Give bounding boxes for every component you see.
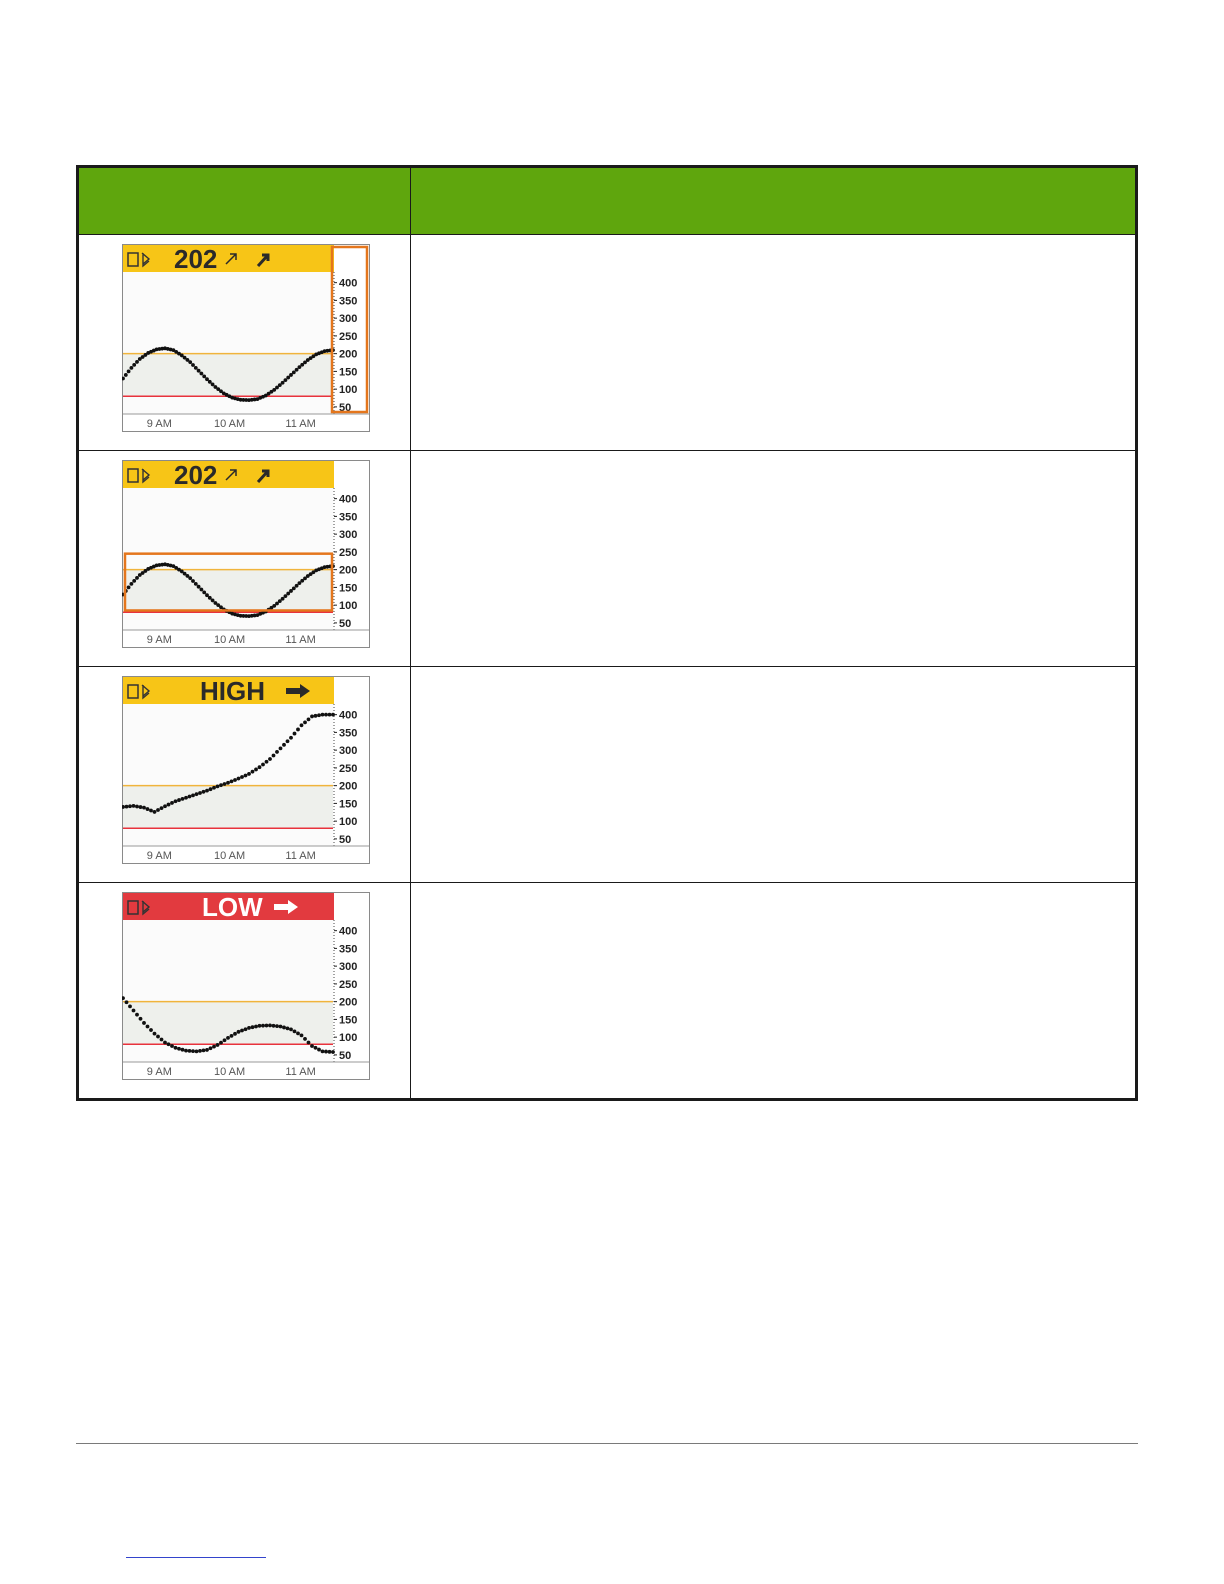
- glucose-point: [202, 790, 206, 794]
- y-tick-label: 100: [339, 816, 358, 829]
- y-tick-label: 300: [339, 313, 358, 326]
- glucose-point: [146, 1025, 150, 1029]
- glucose-point: [328, 713, 332, 717]
- glucose-point: [202, 1049, 206, 1053]
- glucose-point: [194, 582, 198, 586]
- glucose-point: [226, 781, 230, 785]
- y-tick-label: 350: [339, 727, 358, 740]
- glucose-point: [237, 777, 241, 781]
- glucose-point: [289, 373, 293, 377]
- glucose-point: [281, 597, 285, 601]
- glucose-point: [188, 360, 192, 364]
- y-tick-label: 100: [339, 384, 358, 397]
- band-reading: 202: [174, 460, 218, 490]
- glucose-point: [307, 717, 311, 721]
- glucose-point: [132, 1009, 136, 1013]
- table-header-row: [78, 167, 1137, 235]
- glucose-point: [188, 795, 192, 799]
- glucose-point: [247, 772, 251, 776]
- y-tick-label: 200: [339, 996, 358, 1009]
- glucose-point: [216, 1043, 220, 1047]
- y-tick-label: 50: [339, 401, 352, 414]
- glucose-point: [286, 592, 290, 596]
- receiver-screen: [122, 460, 370, 648]
- reference-table: [76, 165, 1138, 1101]
- table-row: [78, 451, 1137, 667]
- glucose-point: [251, 1025, 255, 1029]
- glucose-point: [300, 723, 304, 727]
- glucose-point: [163, 804, 167, 808]
- glucose-point: [200, 588, 204, 592]
- glucose-point: [127, 370, 131, 374]
- x-tick-label: 11 AM: [285, 418, 316, 430]
- glucose-point: [167, 803, 171, 807]
- high-zone: [123, 272, 333, 354]
- glucose-point: [281, 381, 285, 385]
- glucose-point: [167, 1042, 171, 1046]
- glucose-point: [135, 805, 139, 809]
- glucose-point: [200, 372, 204, 376]
- glucose-point: [293, 732, 297, 736]
- status-band: [123, 461, 334, 488]
- description-cell: [411, 235, 1137, 451]
- glucose-point: [205, 1048, 209, 1052]
- glucose-point: [254, 1025, 258, 1029]
- y-tick-label: 350: [339, 943, 358, 956]
- glucose-point: [128, 1004, 132, 1008]
- glucose-point: [205, 789, 209, 793]
- glucose-point: [279, 746, 283, 750]
- glucose-point: [181, 797, 185, 801]
- y-tick-label: 250: [339, 762, 358, 775]
- screen-cell: [78, 883, 411, 1100]
- glucose-point: [251, 770, 255, 774]
- high-zone: [123, 920, 333, 1002]
- glucose-point: [170, 801, 174, 805]
- glucose-point: [135, 1013, 139, 1017]
- x-tick-label: 10 AM: [214, 850, 246, 862]
- glucose-point: [209, 1046, 213, 1050]
- glucose-point: [149, 809, 153, 813]
- x-tick-label: 9 AM: [146, 1066, 172, 1078]
- y-tick-label: 400: [339, 493, 358, 506]
- glucose-point: [198, 791, 202, 795]
- glucose-point: [208, 596, 212, 600]
- glucose-point: [208, 380, 212, 384]
- table-row: [78, 235, 1137, 451]
- low-zone: [123, 1044, 333, 1062]
- glucose-point: [177, 1047, 181, 1051]
- glucose-point: [139, 1017, 143, 1021]
- description-cell: [411, 667, 1137, 883]
- glucose-point: [286, 376, 290, 380]
- y-tick-label: 250: [339, 546, 358, 559]
- glucose-point: [223, 782, 227, 786]
- high-zone: [123, 488, 333, 570]
- in-range-zone: [123, 570, 333, 613]
- x-tick-label: 11 AM: [285, 850, 316, 862]
- glucose-point: [191, 579, 195, 583]
- glucose-point: [197, 369, 201, 373]
- header-cell-screen: [78, 167, 411, 235]
- glucose-point: [212, 1045, 216, 1049]
- glucose-point: [286, 1026, 290, 1030]
- glucose-point: [130, 582, 134, 586]
- x-tick-label: 11 AM: [285, 634, 316, 646]
- y-tick-label: 50: [339, 617, 352, 630]
- glucose-point: [191, 1049, 195, 1053]
- glucose-point: [317, 713, 321, 717]
- glucose-point: [142, 806, 146, 810]
- glucose-point: [195, 1049, 199, 1053]
- footer-divider: [76, 1443, 1138, 1444]
- glucose-point: [127, 586, 131, 590]
- y-tick-label: 350: [339, 295, 358, 308]
- glucose-point: [244, 1027, 248, 1031]
- glucose-point: [314, 1046, 318, 1050]
- glucose-point: [295, 584, 299, 588]
- x-tick-label: 9 AM: [146, 418, 172, 430]
- glucose-point: [160, 1038, 164, 1042]
- description-cell: [411, 451, 1137, 667]
- status-band: [123, 245, 334, 272]
- band-reading: 202: [174, 244, 218, 274]
- band-reading: HIGH: [200, 676, 265, 706]
- low-zone: [123, 396, 333, 414]
- glucose-point: [128, 804, 132, 808]
- glucose-point: [211, 383, 215, 387]
- glucose-point: [132, 804, 136, 808]
- glucose-point: [211, 599, 215, 603]
- glucose-point: [310, 715, 314, 719]
- glucose-point: [303, 1037, 307, 1041]
- glucose-point: [153, 1032, 157, 1036]
- glucose-point: [265, 760, 269, 764]
- glucose-point: [156, 808, 160, 812]
- x-tick-label: 10 AM: [214, 418, 246, 430]
- receiver-screen: [122, 244, 370, 432]
- glucose-point: [303, 720, 307, 724]
- glucose-point: [284, 594, 288, 598]
- glucose-point: [130, 366, 134, 370]
- glucose-point: [156, 1035, 160, 1039]
- y-tick-label: 350: [339, 511, 358, 524]
- glucose-point: [202, 374, 206, 378]
- glucose-point: [191, 363, 195, 367]
- glucose-point: [124, 373, 128, 377]
- glucose-point: [233, 1032, 237, 1036]
- y-tick-label: 100: [339, 600, 358, 613]
- y-tick-label: 150: [339, 366, 358, 379]
- in-range-zone: [123, 786, 333, 829]
- y-tick-label: 50: [339, 833, 352, 846]
- in-range-zone: [123, 354, 333, 397]
- glucose-point: [216, 784, 220, 788]
- glucose-point: [212, 786, 216, 790]
- glucose-point: [284, 378, 288, 382]
- x-tick-label: 10 AM: [214, 1066, 246, 1078]
- high-zone: [123, 704, 333, 786]
- glucose-point: [282, 743, 286, 747]
- y-tick-label: 200: [339, 564, 358, 577]
- glucose-point: [324, 1050, 328, 1054]
- glucose-point: [282, 1026, 286, 1030]
- y-tick-label: 400: [339, 709, 358, 722]
- footer-link-underline[interactable]: [126, 1557, 266, 1558]
- glucose-point: [191, 793, 195, 797]
- glucose-point: [149, 1028, 153, 1032]
- screen-cell: [78, 235, 411, 451]
- glucose-point: [240, 775, 244, 779]
- glucose-point: [314, 714, 318, 718]
- glucose-point: [226, 1036, 230, 1040]
- glucose-point: [135, 360, 139, 364]
- glucose-point: [296, 728, 300, 732]
- y-tick-label: 150: [339, 582, 358, 595]
- glucose-point: [261, 763, 265, 767]
- low-zone: [123, 828, 333, 846]
- glucose-point: [289, 589, 293, 593]
- glucose-point: [240, 1029, 244, 1033]
- glucose-point: [300, 1033, 304, 1037]
- glucose-point: [188, 576, 192, 580]
- glucose-point: [272, 754, 276, 758]
- glucose-point: [174, 1046, 178, 1050]
- glucose-point: [286, 739, 290, 743]
- glucose-point: [317, 1048, 321, 1052]
- glucose-point: [160, 806, 164, 810]
- glucose-point: [310, 1044, 314, 1048]
- y-tick-label: 100: [339, 1032, 358, 1045]
- glucose-point: [198, 1049, 202, 1053]
- receiver-screen: [122, 676, 370, 864]
- glucose-point: [184, 1049, 188, 1053]
- glucose-point: [195, 792, 199, 796]
- glucose-point: [307, 1041, 311, 1045]
- glucose-point: [289, 1027, 293, 1031]
- x-tick-label: 10 AM: [214, 634, 246, 646]
- y-tick-label: 150: [339, 798, 358, 811]
- y-tick-label: 250: [339, 330, 358, 343]
- glucose-point: [244, 774, 248, 778]
- glucose-point: [197, 585, 201, 589]
- x-tick-label: 9 AM: [146, 634, 172, 646]
- y-tick-label: 300: [339, 745, 358, 758]
- glucose-point: [230, 779, 234, 783]
- header-cell-description: [411, 167, 1137, 235]
- y-tick-label: 400: [339, 277, 358, 290]
- glucose-point: [331, 1050, 335, 1054]
- glucose-point: [139, 805, 143, 809]
- glucose-point: [293, 1029, 297, 1033]
- glucose-point: [202, 590, 206, 594]
- glucose-point: [265, 1024, 269, 1028]
- glucose-point: [146, 807, 150, 811]
- y-tick-label: 200: [339, 780, 358, 793]
- glucose-point: [205, 377, 209, 381]
- x-tick-label: 11 AM: [285, 1066, 316, 1078]
- glucose-point: [279, 1025, 283, 1029]
- glucose-point: [132, 579, 136, 583]
- y-tick-label: 200: [339, 348, 358, 361]
- screen-cell: [78, 667, 411, 883]
- glucose-point: [295, 368, 299, 372]
- y-tick-label: 400: [339, 925, 358, 938]
- glucose-point: [125, 1000, 129, 1004]
- glucose-point: [237, 1030, 241, 1034]
- glucose-point: [132, 363, 136, 367]
- glucose-point: [219, 783, 223, 787]
- glucose-point: [268, 757, 272, 761]
- band-reading: LOW: [202, 892, 263, 922]
- glucose-point: [292, 370, 296, 374]
- table-row: [78, 667, 1137, 883]
- glucose-point: [254, 768, 258, 772]
- glucose-point: [194, 366, 198, 370]
- glucose-point: [174, 799, 178, 803]
- glucose-point: [219, 1041, 223, 1045]
- table-row: [78, 883, 1137, 1100]
- glucose-point: [321, 713, 325, 717]
- glucose-point: [296, 1031, 300, 1035]
- glucose-point: [331, 713, 335, 717]
- receiver-screen: [122, 892, 370, 1080]
- y-tick-label: 150: [339, 1014, 358, 1027]
- glucose-point: [292, 586, 296, 590]
- glucose-point: [125, 805, 129, 809]
- glucose-point: [268, 1024, 272, 1028]
- glucose-point: [153, 810, 157, 814]
- glucose-point: [181, 1048, 185, 1052]
- glucose-point: [177, 798, 181, 802]
- x-tick-label: 9 AM: [146, 850, 172, 862]
- glucose-point: [233, 778, 237, 782]
- glucose-point: [258, 1024, 262, 1028]
- glucose-point: [289, 736, 293, 740]
- y-tick-label: 250: [339, 978, 358, 991]
- glucose-point: [272, 1024, 276, 1028]
- glucose-point: [230, 1034, 234, 1038]
- description-cell: [411, 883, 1137, 1100]
- glucose-point: [258, 765, 262, 769]
- glucose-point: [321, 1049, 325, 1053]
- y-tick-label: 300: [339, 529, 358, 542]
- glucose-point: [209, 787, 213, 791]
- glucose-point: [188, 1049, 192, 1053]
- glucose-point: [275, 750, 279, 754]
- glucose-point: [223, 1038, 227, 1042]
- glucose-point: [328, 1050, 332, 1054]
- glucose-point: [205, 593, 209, 597]
- screen-cell: [78, 451, 411, 667]
- y-tick-label: 300: [339, 961, 358, 974]
- glucose-point: [324, 713, 328, 717]
- glucose-point: [247, 1026, 251, 1030]
- glucose-point: [275, 1024, 279, 1028]
- glucose-point: [261, 1024, 265, 1028]
- low-zone: [123, 612, 333, 630]
- glucose-point: [135, 576, 139, 580]
- glucose-point: [142, 1021, 146, 1025]
- glucose-point: [184, 796, 188, 800]
- y-tick-label: 50: [339, 1049, 352, 1062]
- glucose-point: [163, 1041, 167, 1045]
- glucose-point: [170, 1044, 174, 1048]
